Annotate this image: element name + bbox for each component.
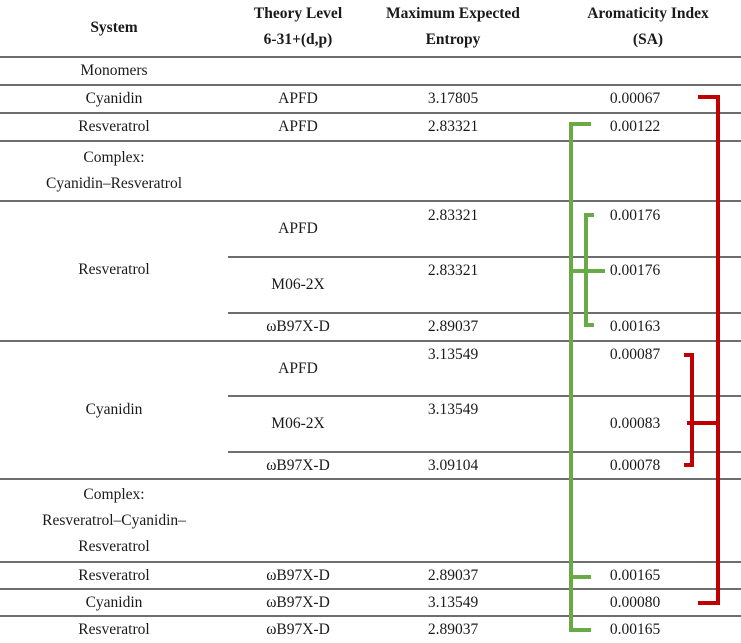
header-system: System (90, 19, 138, 36)
cell-entropy: 2.89037 (427, 318, 479, 335)
group-system-cyanidin: Cyanidin (85, 401, 143, 418)
cell-system: Resveratrol (78, 621, 150, 638)
cell-theory: ωB97X-D (266, 594, 330, 611)
header-aromaticity-line2: (SA) (632, 31, 664, 48)
header-theory-line2: 6-31+(d,p) (263, 31, 333, 48)
cell-sa: 0.00080 (609, 594, 661, 611)
cell-sa: 0.00176 (609, 207, 661, 224)
cell-sa: 0.00083 (609, 415, 661, 432)
cell-sa: 0.00176 (609, 262, 661, 279)
section-complex2-line1: Complex: (83, 486, 145, 503)
cell-system: Cyanidin (85, 594, 143, 611)
header-entropy-line1: Maximum Expected (386, 5, 520, 22)
cell-theory: APFD (278, 118, 318, 135)
cell-sa: 0.00163 (609, 318, 661, 335)
cell-sa: 0.00078 (609, 457, 661, 474)
cell-entropy: 2.89037 (427, 621, 479, 638)
cell-entropy: 2.83321 (427, 262, 479, 279)
cell-system: Resveratrol (78, 567, 150, 584)
cell-theory: M06-2X (271, 415, 325, 432)
cell-entropy: 3.13549 (427, 401, 479, 418)
cell-entropy: 2.83321 (427, 207, 479, 224)
cell-theory: APFD (278, 360, 318, 377)
cell-theory: M06-2X (271, 276, 325, 293)
section-monomers: Monomers (80, 62, 148, 79)
cell-system: Resveratrol (78, 118, 150, 135)
cell-sa: 0.00122 (609, 118, 661, 135)
cell-theory: APFD (278, 90, 318, 107)
cell-theory: ωB97X-D (266, 567, 330, 584)
header-aromaticity-line1: Aromaticity Index (587, 5, 709, 22)
section-complex2-line2: Resveratrol–Cyanidin– (42, 512, 186, 529)
cell-theory: ωB97X-D (266, 621, 330, 638)
cell-sa: 0.00165 (609, 621, 661, 638)
section-complex1-line2: Cyanidin–Resveratrol (45, 175, 183, 192)
header-entropy-line2: Entropy (425, 31, 481, 48)
rule (0, 140, 741, 142)
cell-entropy: 3.13549 (427, 346, 479, 363)
header-theory-line1: Theory Level (253, 5, 343, 22)
cell-entropy: 3.13549 (427, 594, 479, 611)
section-complex1-line1: Complex: (83, 149, 145, 166)
cell-system: Cyanidin (85, 90, 143, 107)
cell-entropy: 2.83321 (427, 118, 479, 135)
cell-theory: APFD (278, 220, 318, 237)
section-complex2-line3: Resveratrol (78, 538, 150, 555)
cell-entropy: 3.17805 (427, 90, 479, 107)
cell-sa: 0.00087 (609, 346, 661, 363)
cell-theory: ωB97X-D (266, 457, 330, 474)
cell-entropy: 2.89037 (427, 567, 479, 584)
cell-sa: 0.00165 (609, 567, 661, 584)
cell-theory: ωB97X-D (266, 318, 330, 335)
cell-entropy: 3.09104 (427, 457, 479, 474)
group-system-resveratrol: Resveratrol (78, 261, 150, 278)
cell-sa: 0.00067 (609, 90, 661, 107)
